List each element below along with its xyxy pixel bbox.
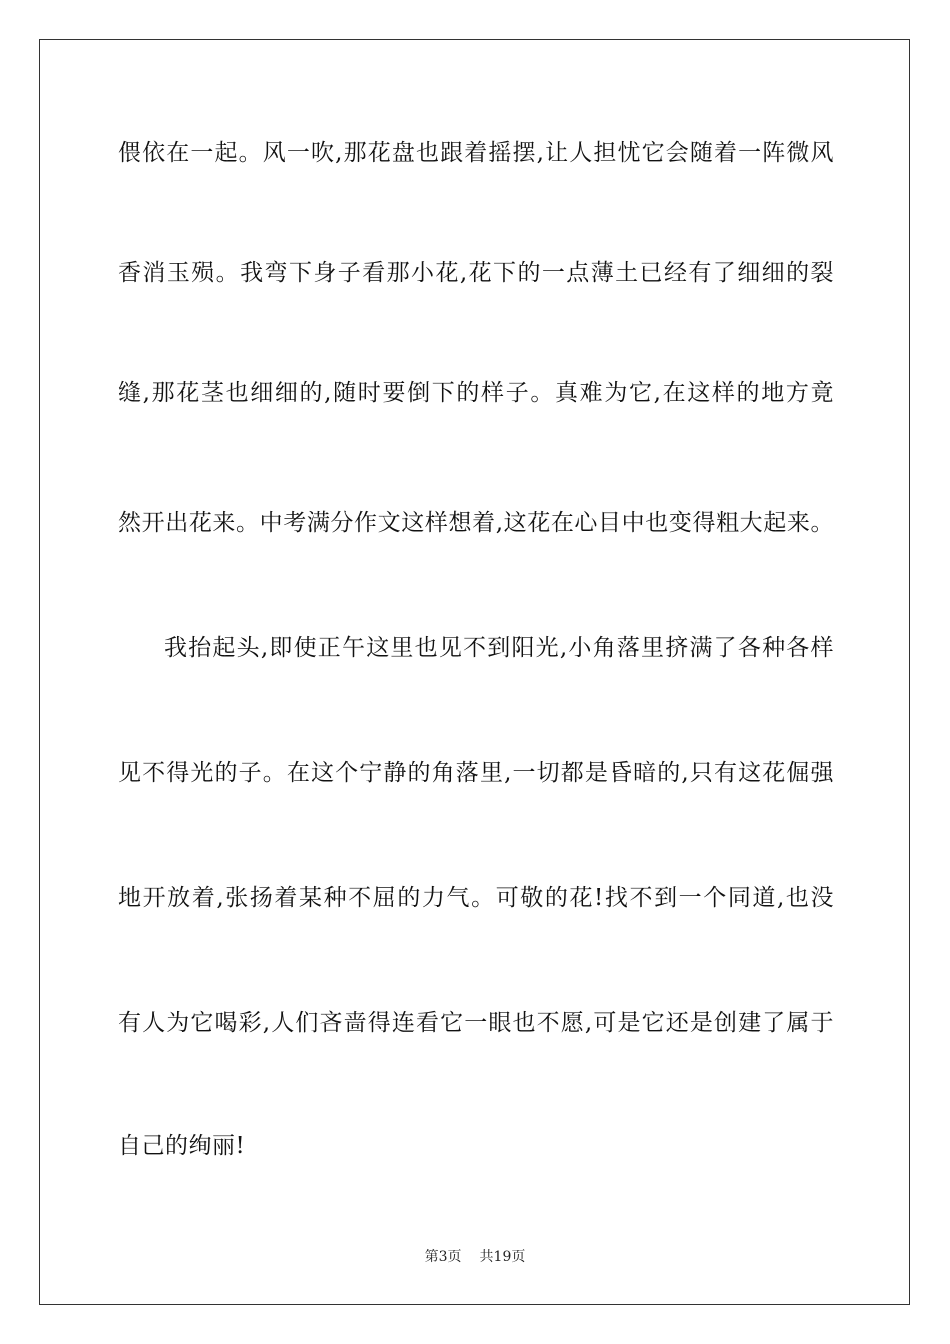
page-footer (0, 1247, 950, 1267)
text-line-paragraph-start: 我抬起头,即使正午这里也见不到阳光,小角落里挤满了各种各样 (164, 635, 834, 661)
text-line: 地开放着,张扬着某种不屈的力气。可敬的花!找不到一个同道,也没 (118, 885, 834, 911)
text-line: 缝,那花茎也细细的,随时要倒下的样子。真难为它,在这样的地方竟 (118, 380, 834, 406)
page-total: 共19页 (479, 1249, 526, 1265)
text-line: 香消玉殒。我弯下身子看那小花,花下的一点薄土已经有了细细的裂 (118, 260, 834, 286)
page-number: 第3页 (424, 1249, 462, 1265)
text-line: 偎依在一起。风一吹,那花盘也跟着摇摆,让人担忧它会随着一阵微风 (118, 140, 834, 166)
text-line: 有人为它喝彩,人们吝啬得连看它一眼也不愿,可是它还是创建了属于 (118, 1010, 834, 1036)
text-line: 然开出花来。中考满分作文这样想着,这花在心目中也变得粗大起来。 (118, 510, 834, 536)
text-line: 自己的绚丽! (118, 1133, 246, 1159)
text-line: 见不得光的子。在这个宁静的角落里,一切都是昏暗的,只有这花倔强 (118, 760, 834, 786)
page-border (39, 39, 910, 1305)
